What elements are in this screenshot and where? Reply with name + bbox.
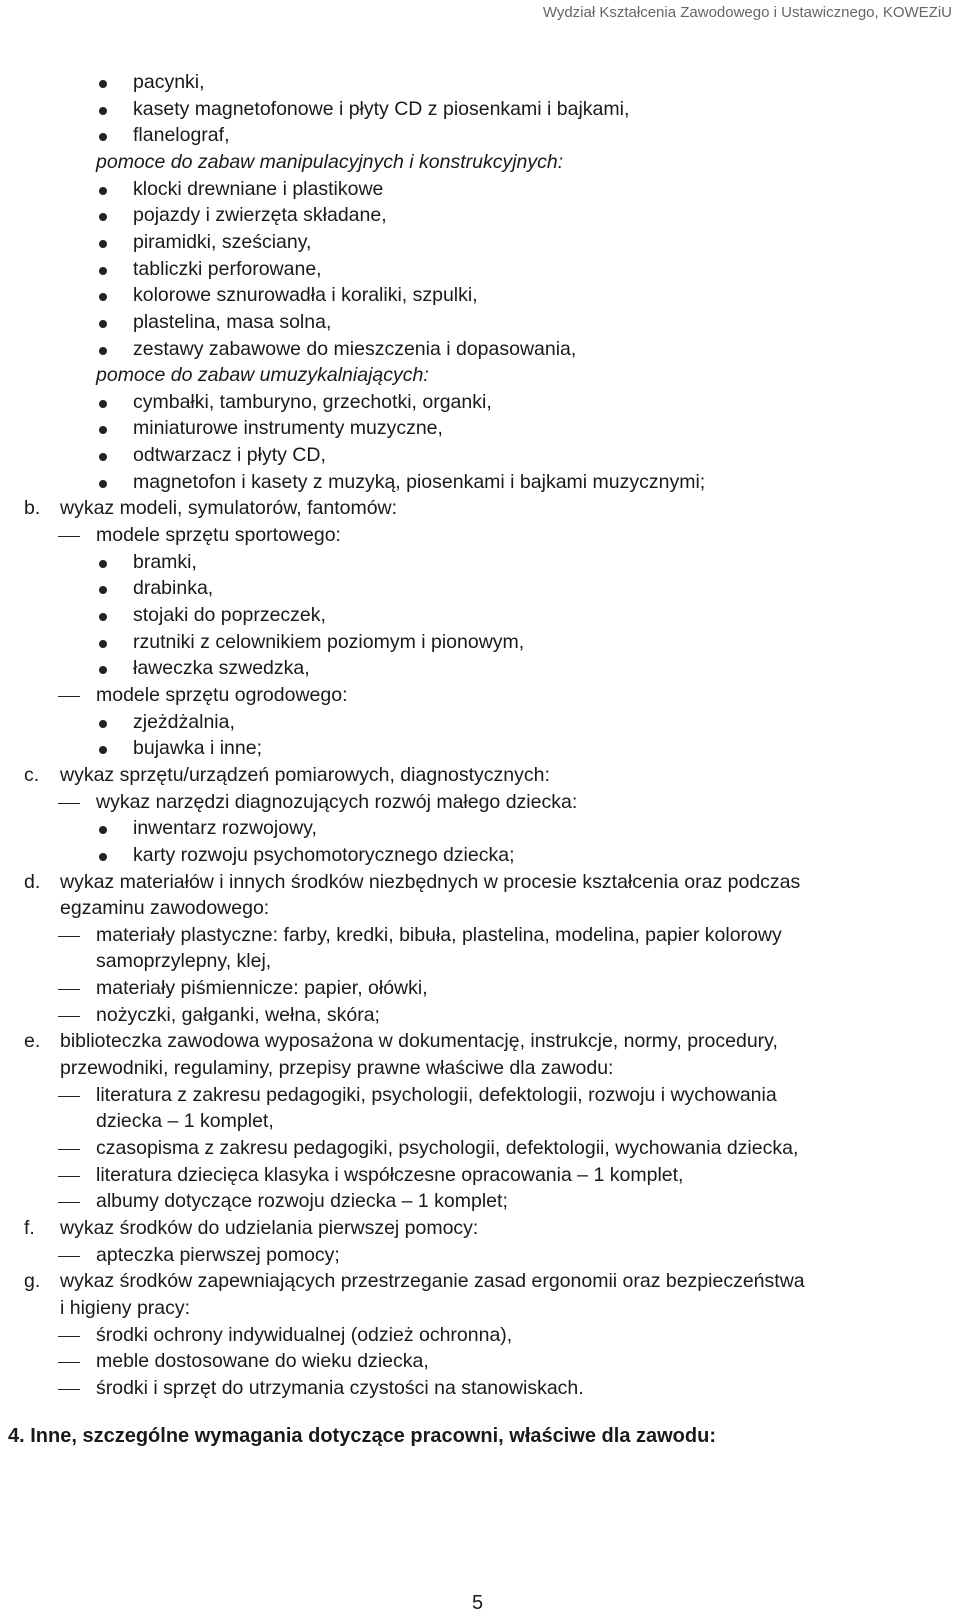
list-item-text: flanelograf, [133, 124, 230, 146]
bullet-marker [99, 320, 107, 328]
bullet-marker [99, 480, 107, 488]
bullet-marker [99, 107, 107, 115]
list-item-text: wykaz sprzętu/urządzeń pomiarowych, diagnostycznych: [60, 764, 550, 786]
list-item-text: i higieny pracy: [60, 1297, 191, 1319]
list-item-text: odtwarzacz i płyty CD, [133, 444, 326, 466]
list-item-text: wykaz modeli, symulatorów, fantomów: [60, 497, 398, 519]
bullet-marker [99, 426, 107, 434]
list-item-text: kasety magnetofonowe i płyty CD z piosenkami i bajkami, [133, 98, 630, 120]
list-item-text: bujawka i inne; [133, 737, 262, 759]
dash-marker [58, 936, 80, 937]
list-item-text: magnetofon i kasety z muzyką, piosenkami i bajkami muzycznymi; [133, 471, 706, 493]
dash-marker [58, 1336, 80, 1337]
list-item-text: materiały piśmiennicze: papier, ołówki, [96, 977, 428, 999]
dash-marker [58, 803, 80, 804]
page-number: 5 [472, 1592, 484, 1614]
bullet-marker [99, 240, 107, 248]
list-item-text: drabinka, [133, 577, 214, 599]
list-item-text: albumy dotyczące rozwoju dziecka – 1 komplet; [96, 1190, 508, 1212]
list-item-text: wykaz narzędzi diagnozujących rozwój małego dziecka: [96, 791, 578, 813]
list-item-text: wykaz środków zapewniających przestrzeganie zasad ergonomii oraz bezpieczeństwa [60, 1270, 805, 1292]
bullet-marker [99, 853, 107, 861]
list-item-text: literatura dziecięca klasyka i współczesne opracowania – 1 komplet, [96, 1164, 684, 1186]
list-item-text: stojaki do poprzeczek, [133, 604, 326, 626]
bullet-marker [99, 133, 107, 141]
list-item-text: egzaminu zawodowego: [60, 897, 270, 919]
dash-marker [58, 536, 80, 537]
list-item-text: inwentarz rozwojowy, [133, 817, 317, 839]
list-item-text: literatura z zakresu pedagogiki, psychologii, defektologii, rozwoju i wychowania [96, 1084, 777, 1106]
bullet-marker [99, 400, 107, 408]
list-item-text: samoprzylepny, klej, [96, 950, 272, 972]
dash-marker [58, 1362, 80, 1363]
subsection-title: pomoce do zabaw manipulacyjnych i konstrukcyjnych: [96, 151, 564, 173]
list-item-text: meble dostosowane do wieku dziecka, [96, 1350, 429, 1372]
list-item-text: środki ochrony indywidualnej (odzież ochronna), [96, 1324, 513, 1346]
dash-marker [58, 989, 80, 990]
dash-marker [58, 1389, 80, 1390]
section-heading: 4. Inne, szczególne wymagania dotyczące pracowni, właściwe dla zawodu: [8, 1425, 716, 1447]
subsection-title: pomoce do zabaw umuzykalniających: [96, 364, 429, 386]
bullet-marker [99, 213, 107, 221]
dash-marker [58, 696, 80, 697]
bullet-marker [99, 826, 107, 834]
list-letter: e. [24, 1030, 41, 1052]
dash-marker [58, 1202, 80, 1203]
list-letter: f. [24, 1217, 35, 1239]
list-letter: b. [24, 497, 41, 519]
list-item-text: zestawy zabawowe do mieszczenia i dopasowania, [133, 338, 577, 360]
list-item-text: biblioteczka zawodowa wyposażona w dokumentację, instrukcje, normy, procedury, [60, 1030, 778, 1052]
page-header: Wydział Kształcenia Zawodowego i Ustawicznego, KOWEZiU [542, 4, 952, 21]
bullet-marker [99, 453, 107, 461]
list-item-text: bramki, [133, 551, 197, 573]
bullet-marker [99, 560, 107, 568]
list-item-text: cymbałki, tamburyno, grzechotki, organki, [133, 391, 492, 413]
list-item-text: środki i sprzęt do utrzymania czystości na stanowiskach. [96, 1377, 584, 1399]
list-letter: d. [24, 871, 41, 893]
bullet-marker [99, 720, 107, 728]
list-item-text: karty rozwoju psychomotorycznego dziecka; [133, 844, 515, 866]
dash-marker [58, 1096, 80, 1097]
list-item-text: materiały plastyczne: farby, kredki, bibuła, plastelina, modelina, papier kolorowy [96, 924, 782, 946]
list-item-text: miniaturowe instrumenty muzyczne, [133, 417, 443, 439]
bullet-marker [99, 293, 107, 301]
list-item-text: wykaz środków do udzielania pierwszej pomocy: [60, 1217, 479, 1239]
list-item-text: plastelina, masa solna, [133, 311, 332, 333]
bullet-marker [99, 613, 107, 621]
bullet-marker [99, 267, 107, 275]
list-item-text: pojazdy i zwierzęta składane, [133, 204, 387, 226]
list-item-text: pacynki, [133, 71, 205, 93]
list-item-text: tabliczki perforowane, [133, 258, 322, 280]
list-item-text: modele sprzętu sportowego: [96, 524, 341, 546]
list-item-text: przewodniki, regulaminy, przepisy prawne właściwe dla zawodu: [60, 1057, 614, 1079]
list-item-text: nożyczki, gałganki, wełna, skóra; [96, 1004, 380, 1026]
list-item-text: apteczka pierwszej pomocy; [96, 1244, 340, 1266]
dash-marker [58, 1016, 80, 1017]
list-item-text: kolorowe sznurowadła i koraliki, szpulki, [133, 284, 478, 306]
bullet-marker [99, 746, 107, 754]
list-item-text: rzutniki z celownikiem poziomym i pionowym, [133, 631, 525, 653]
list-item-text: klocki drewniane i plastikowe [133, 178, 384, 200]
bullet-marker [99, 666, 107, 674]
bullet-marker [99, 80, 107, 88]
dash-marker [58, 1149, 80, 1150]
list-item-text: piramidki, sześciany, [133, 231, 312, 253]
list-item-text: wykaz materiałów i innych środków niezbędnych w procesie kształcenia oraz podczas [60, 871, 801, 893]
list-letter: g. [24, 1270, 41, 1292]
dash-marker [58, 1176, 80, 1177]
bullet-marker [99, 586, 107, 594]
list-item-text: dziecka – 1 komplet, [96, 1110, 274, 1132]
bullet-marker [99, 187, 107, 195]
dash-marker [58, 1256, 80, 1257]
bullet-marker [99, 640, 107, 648]
list-item-text: zjeżdżalnia, [133, 711, 235, 733]
list-item-text: ławeczka szwedzka, [133, 657, 310, 679]
list-item-text: czasopisma z zakresu pedagogiki, psychologii, defektologii, wychowania dziecka, [96, 1137, 799, 1159]
list-letter: c. [24, 764, 40, 786]
list-item-text: modele sprzętu ogrodowego: [96, 684, 348, 706]
bullet-marker [99, 347, 107, 355]
